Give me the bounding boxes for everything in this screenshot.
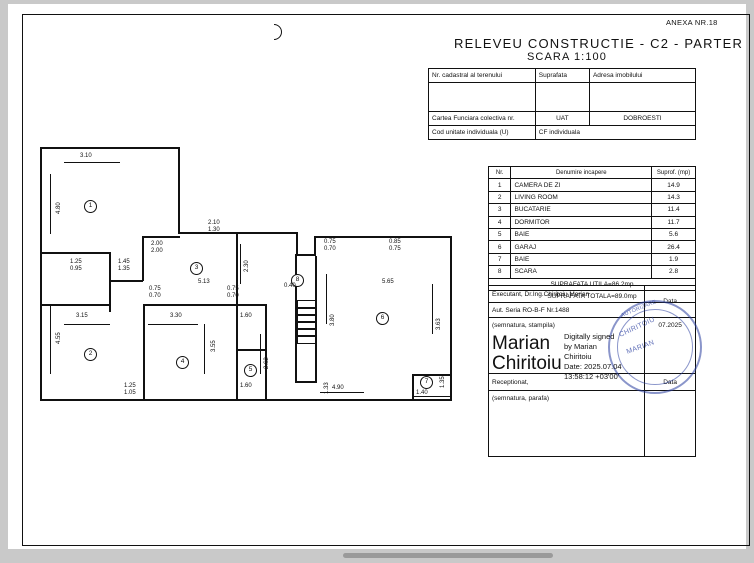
dimension-label: 0.75 [227, 286, 239, 292]
dimension-label: 2.00 [151, 248, 163, 254]
dimension-label: 0.70 [324, 246, 336, 252]
dimension-label: 0.70 [227, 293, 239, 299]
room-marker-2: 2 [84, 348, 97, 361]
cell-data-label-1: Data [645, 286, 696, 318]
cell-room-name: CAMERA DE ZI [511, 179, 652, 191]
partition-2 [109, 252, 111, 312]
dimension-label: 0.85 [389, 239, 401, 245]
dimension-line [432, 284, 433, 334]
partition-5 [142, 236, 180, 238]
wall-mid-step [296, 254, 316, 256]
cell-room-name: BAIE [511, 228, 652, 240]
dimension-label: 3.55 [211, 340, 217, 352]
dimension-label: 1.30 [208, 227, 220, 233]
partition-3 [109, 280, 143, 282]
dimension-label: 2.62 [264, 357, 270, 369]
th-room-area: Suprof. (mp) [652, 167, 696, 179]
drawing-title: RELEVEU CONSTRUCTIE - C2 - PARTER [454, 36, 744, 51]
dimension-label: 1.60 [240, 313, 252, 319]
room-marker-6: 6 [376, 312, 389, 325]
cell-room-name: LIVING ROOM [511, 191, 652, 203]
dimension-label: 1.60 [240, 383, 252, 389]
dimension-label: 3.10 [80, 153, 92, 159]
dimension-line [64, 162, 120, 163]
dimension-label: 3.80 [330, 314, 336, 326]
cell-area-subtotal: SUPRAFATA UTILA=86.2mp [489, 278, 696, 290]
cell-room-name: BUCATARIE [511, 204, 652, 216]
td-uat-label: UAT [535, 112, 589, 126]
th-nr-cadastral: Nr. cadastral al terenului [429, 69, 536, 83]
th-room-name: Denumire incapere [511, 167, 652, 179]
partition-1 [41, 252, 111, 254]
table-row [489, 216, 696, 228]
dimension-label: 2.10 [208, 220, 220, 226]
cell-data-label-2: Data [645, 374, 696, 391]
wall-mid-vert [296, 232, 298, 254]
sig-meta-3: Chiritoiu [564, 352, 592, 361]
dimension-label: 1.05 [124, 390, 136, 396]
dimension-line [320, 392, 364, 393]
digital-signature-name [492, 334, 562, 374]
dimension-label: 1.40 [416, 390, 428, 396]
table-row [489, 241, 696, 253]
dimension-label: 4.90 [332, 385, 344, 391]
dimension-line [204, 324, 205, 374]
dimension-label: 1.35 [440, 376, 446, 388]
cell-receptionat-date [645, 391, 696, 457]
anexa-label: ANEXA NR.18 [666, 18, 718, 27]
dimension-line [64, 324, 110, 325]
room-marker-5: 5 [244, 364, 257, 377]
td-uat-value: DOBROESTI [589, 112, 695, 126]
dimension-label: 0.75 [149, 286, 161, 292]
signature-name-line2: Chiritoiu [492, 353, 562, 374]
wall-bottom [40, 399, 452, 401]
cell-room-area: 1.9 [652, 253, 696, 265]
horizontal-scrollbar[interactable] [343, 553, 553, 558]
dimension-label: 5.13 [198, 279, 210, 285]
partition-14 [295, 381, 317, 383]
dimension-label: 4.80 [56, 202, 62, 214]
dimension-label: 3.30 [170, 313, 182, 319]
dimension-label: 0.70 [149, 293, 161, 299]
cadastral-info-table [428, 68, 696, 140]
cell-room-nr: 8 [489, 266, 511, 278]
table-row [489, 228, 696, 240]
cell-room-nr: 2 [489, 191, 511, 203]
dimension-label: 0.75 [389, 246, 401, 252]
cell-room-nr: 5 [489, 228, 511, 240]
partition-7 [143, 304, 145, 399]
th-adresa: Adresa imobilului [589, 69, 695, 83]
table-row [489, 253, 696, 265]
partition-10 [236, 349, 266, 351]
cell-room-nr: 6 [489, 241, 511, 253]
room-marker-8: 8 [291, 274, 304, 287]
dimension-label: 0.40 [284, 283, 296, 289]
rooms-table [488, 166, 696, 303]
dimension-label: 1.25 [70, 259, 82, 265]
wall-mid-step-vert [314, 236, 316, 256]
cell-room-name: DORMITOR [511, 216, 652, 228]
dimension-label: 1.33 [324, 382, 330, 394]
wall-mid-top [178, 232, 298, 234]
cell-room-area: 11.7 [652, 216, 696, 228]
dimension-line [260, 334, 261, 374]
cell-semnatura-stampila: (semnatura, stampila) [489, 318, 645, 374]
cell-area-total: SUPRAFATA TOTALA=89.0mp [489, 290, 696, 302]
stamp-text-bottom: CHIRITOIU [618, 316, 657, 339]
cell-executant-label: Executant, Dr.Ing.Chiritoiu Marian [489, 286, 645, 303]
partition-11 [265, 304, 267, 399]
wall-top-right [314, 236, 452, 238]
table-row [489, 179, 696, 191]
cell-date-value: 07.2025 [645, 318, 696, 374]
table-row [489, 266, 696, 278]
dimension-line [412, 396, 450, 397]
cell-room-name: GARAJ [511, 241, 652, 253]
dimension-label: 5.65 [382, 279, 394, 285]
stair-step [297, 335, 317, 344]
td-carte-funciara-label: Cartea Funciara colectiva nr. [429, 112, 536, 126]
sig-meta-1: Digitally signed [564, 332, 615, 341]
td-cf-individuala-label: CF individuala [535, 126, 695, 140]
stamp-text-mid: MARIAN [625, 339, 656, 356]
cell-semnatura-parafa: (semnatura, parafa) [489, 391, 645, 457]
dimension-label: 0.95 [70, 266, 82, 272]
cell-room-nr: 3 [489, 204, 511, 216]
cell-room-area: 14.9 [652, 179, 696, 191]
td-suprafata [535, 83, 589, 112]
dimension-line [50, 304, 51, 374]
dimension-line [240, 244, 241, 284]
partition-16 [412, 374, 452, 376]
wall-top-left [40, 147, 180, 149]
sig-meta-4: Date: 2025.07.04 [564, 362, 622, 371]
dimension-line [50, 174, 51, 234]
cell-room-area: 26.4 [652, 241, 696, 253]
dimension-label: 2.30 [244, 260, 250, 272]
wall-left [40, 147, 42, 401]
td-adresa [589, 83, 695, 112]
dimension-line [326, 274, 327, 324]
cell-room-name: SCARA [511, 266, 652, 278]
dimension-label: 1.25 [124, 383, 136, 389]
room-marker-4: 4 [176, 356, 189, 369]
dimension-label: 3.63 [436, 318, 442, 330]
signature-name-line1: Marian [492, 333, 551, 354]
cell-executant-auth: Aut. Seria RO-B-F Nr.1488 [489, 303, 645, 318]
table-row [489, 204, 696, 216]
cell-room-name: BAIE [511, 253, 652, 265]
cell-room-nr: 4 [489, 216, 511, 228]
dimension-line [148, 324, 198, 325]
wall-right [450, 236, 452, 401]
digital-signature-meta [564, 332, 634, 382]
cell-room-area: 11.4 [652, 204, 696, 216]
sig-meta-5: 13:58:12 +03'00' [564, 372, 620, 381]
td-cod-unitate-label: Cod unitate individuala (U) [429, 126, 536, 140]
table-row [489, 191, 696, 203]
partition-8 [143, 304, 238, 306]
room-marker-7: 7 [420, 376, 433, 389]
wall-left-upper-right [178, 147, 180, 233]
td-nr-cadastral [429, 83, 536, 112]
partition-6 [41, 304, 111, 306]
dimension-label: 1.45 [118, 259, 130, 265]
room-marker-3: 3 [190, 262, 203, 275]
drawing-sheet [8, 4, 746, 549]
cell-room-area: 14.3 [652, 191, 696, 203]
dimension-label: 0.75 [324, 239, 336, 245]
dimension-label: 1.35 [118, 266, 130, 272]
sig-meta-2: by Marian [564, 342, 597, 351]
cell-room-nr: 7 [489, 253, 511, 265]
room-marker-1: 1 [84, 200, 97, 213]
dimension-label: 4.55 [56, 332, 62, 344]
cell-receptionat-label: Receptionat, [489, 374, 645, 391]
cell-room-nr: 1 [489, 179, 511, 191]
th-suprafata: Suprafata [535, 69, 589, 83]
partition-4 [142, 236, 144, 281]
partition-9 [236, 234, 238, 399]
dimension-label: 3.15 [76, 313, 88, 319]
th-room-nr: Nr. [489, 167, 511, 179]
cell-room-area: 5.6 [652, 228, 696, 240]
stamp-text-top: AUTORIZARE [620, 299, 658, 319]
partition-12 [236, 304, 266, 306]
cell-room-area: 2.8 [652, 266, 696, 278]
drawing-scale: SCARA 1:100 [527, 51, 607, 63]
dimension-label: 2.00 [151, 241, 163, 247]
